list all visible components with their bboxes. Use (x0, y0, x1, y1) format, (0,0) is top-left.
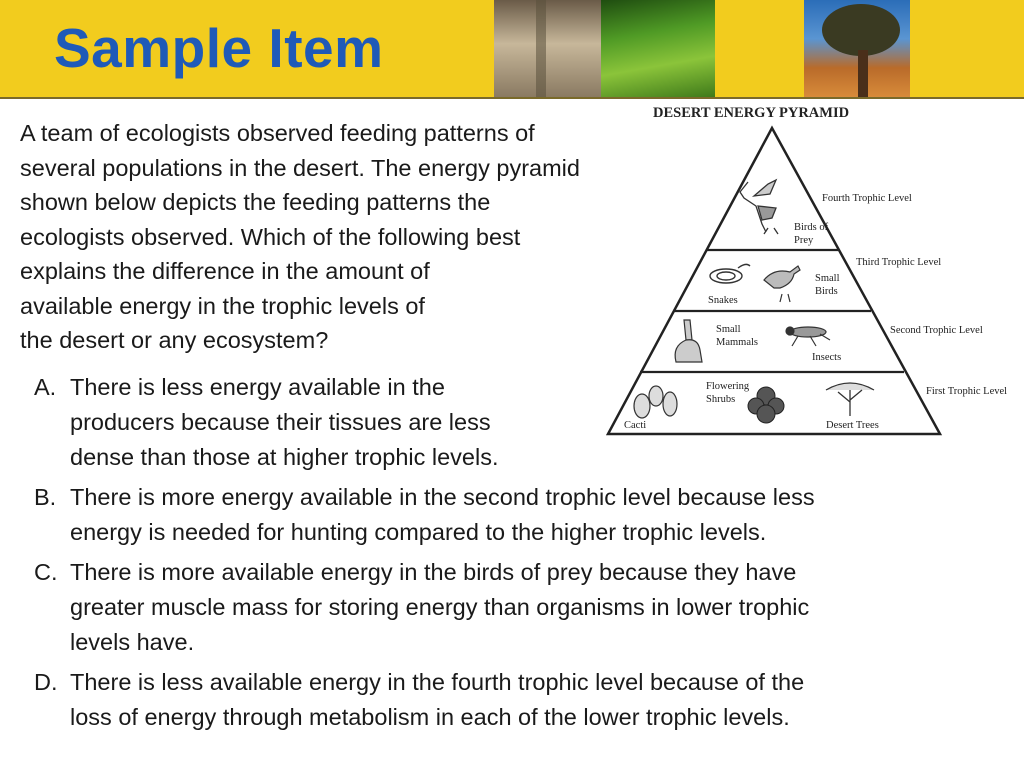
organism-label: Shrubs (706, 394, 736, 405)
option-line: There is less available energy in the fourth trophic level because of the (70, 669, 805, 695)
option-letter: D. (34, 669, 58, 695)
option-b[interactable] (20, 480, 1010, 550)
stem-line: the desert or any ecosystem? (20, 327, 329, 353)
organism-label: Snakes (708, 295, 738, 306)
option-line: producers because their tissues are less (70, 409, 491, 435)
level-name: Third Trophic Level (856, 257, 942, 268)
organism-label: Desert Trees (826, 420, 879, 431)
stem-line: shown below depicts the feeding patterns the (20, 189, 491, 215)
organism-label: Cacti (624, 420, 647, 431)
option-letter: A. (34, 374, 57, 400)
stem-line: A team of ecologists observed feeding patterns of (20, 120, 535, 146)
option-line: dense than those at higher trophic levels. (70, 444, 499, 470)
organism-label: Birds of (794, 222, 829, 233)
level-name: First Trophic Level (926, 386, 1008, 397)
header-photo-desert-tree (804, 0, 910, 97)
organism-label: Small (716, 324, 741, 335)
slide-title: Sample Item (54, 17, 384, 79)
option-letter: C. (34, 559, 58, 585)
header-photo-grass (601, 0, 715, 97)
stem-line: explains the difference in the amount of (20, 258, 430, 284)
option-letter: B. (34, 484, 57, 510)
organism-label: Insects (812, 352, 842, 363)
organism-label: Mammals (716, 337, 758, 348)
energy-pyramid-diagram (598, 100, 1022, 440)
stem-line: ecologists observed. Which of the following best (20, 223, 521, 250)
option-d[interactable] (20, 665, 1010, 735)
option-line: greater muscle mass for storing energy than organisms in lower trophic (70, 594, 810, 620)
header-divider (0, 97, 1024, 99)
option-line: loss of energy through metabolism in each of the lower trophic levels. (70, 704, 790, 730)
option-line: There is more energy available in the second trophic level because less (70, 484, 815, 510)
option-line: energy is needed for hunting compared to the higher trophic levels. (70, 519, 767, 545)
slide-header (0, 0, 1024, 98)
organism-label: Birds (815, 286, 838, 297)
organism-label: Flowering (706, 381, 750, 392)
header-photo-columns (494, 0, 601, 97)
organism-label: Small (815, 273, 840, 284)
stem-line: available energy in the trophic levels of (20, 292, 425, 319)
level-name: Second Trophic Level (890, 325, 983, 336)
option-line: levels have. (70, 629, 195, 655)
organism-label: Prey (794, 235, 814, 246)
level-name: Fourth Trophic Level (822, 193, 912, 204)
option-c[interactable] (20, 555, 1010, 660)
pyramid-title: DESERT ENERGY PYRAMID (653, 105, 850, 121)
option-line: There is more available energy in the birds of prey because they have (70, 559, 797, 585)
option-line: There is less energy available in the (70, 374, 445, 400)
stem-line: several populations in the desert. The energy pyramid (20, 154, 580, 181)
